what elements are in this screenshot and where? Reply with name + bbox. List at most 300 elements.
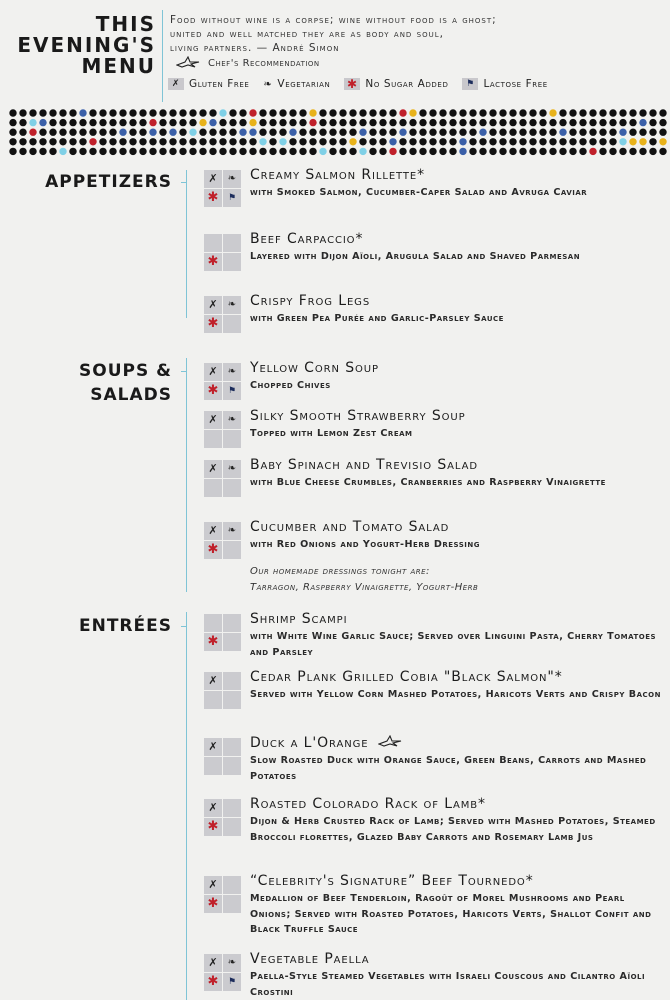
band-dot bbox=[659, 109, 666, 116]
band-dot bbox=[519, 119, 526, 126]
leaf-icon: ❧ bbox=[223, 170, 241, 188]
band-dot bbox=[209, 148, 216, 155]
band-dot bbox=[349, 109, 356, 116]
band-dot bbox=[129, 148, 136, 155]
diet-badges bbox=[204, 411, 241, 448]
badge-empty bbox=[223, 541, 241, 559]
band-dot bbox=[629, 109, 636, 116]
band-dot bbox=[79, 109, 86, 116]
item-description: Medallion of Beef Tenderloin, Ragoût of Morel Mushrooms and Pearl Onions; Served with Roasted Potatoes, Haricots Verts, Shallot Confit and Black Truffle Sauce bbox=[250, 893, 652, 935]
band-dot bbox=[159, 138, 166, 145]
band-dot bbox=[139, 119, 146, 126]
band-dot bbox=[169, 109, 176, 116]
section-rule bbox=[186, 612, 187, 1000]
band-dot bbox=[179, 129, 186, 136]
band-dot bbox=[19, 129, 26, 136]
band-dot bbox=[189, 148, 196, 155]
dietary-legend bbox=[168, 78, 548, 90]
band-dot bbox=[289, 129, 296, 136]
legend-gluten-free bbox=[168, 78, 249, 90]
band-dot bbox=[239, 119, 246, 126]
band-dot bbox=[289, 109, 296, 116]
item-description: with Red Onions and Yogurt-Herb Dressing bbox=[250, 539, 481, 550]
band-dot bbox=[599, 129, 606, 136]
band-dot bbox=[659, 148, 666, 155]
band-dot bbox=[579, 129, 586, 136]
band-dot bbox=[459, 119, 466, 126]
asterisk-icon: ✱ bbox=[204, 895, 222, 913]
band-dot bbox=[419, 119, 426, 126]
leaf-icon: ❧ bbox=[223, 363, 241, 381]
diet-badges bbox=[204, 876, 241, 913]
item-name: Roasted Colorado Rack of Lamb* bbox=[250, 796, 486, 812]
chef-recommendation-key bbox=[176, 56, 320, 71]
band-dot bbox=[59, 129, 66, 136]
badge-empty bbox=[223, 479, 241, 497]
item-description: with Green Pea Purée and Garlic-Parsley Sauce bbox=[250, 313, 504, 324]
band-dot bbox=[269, 109, 276, 116]
band-dot bbox=[339, 109, 346, 116]
band-dot bbox=[109, 109, 116, 116]
band-dot bbox=[139, 129, 146, 136]
band-dot bbox=[529, 138, 536, 145]
item-name: Cucumber and Tomato Salad bbox=[250, 519, 450, 535]
band-dot bbox=[579, 138, 586, 145]
band-dot bbox=[329, 129, 336, 136]
diet-badges bbox=[204, 672, 241, 709]
band-dot bbox=[109, 148, 116, 155]
band-dot bbox=[639, 109, 646, 116]
band-dot bbox=[469, 148, 476, 155]
band-dot bbox=[89, 148, 96, 155]
band-dot bbox=[299, 109, 306, 116]
band-dot bbox=[39, 148, 46, 155]
dressings-line: Our homemade dressings tonight are: bbox=[250, 566, 430, 577]
band-dot bbox=[369, 148, 376, 155]
band-dot bbox=[489, 148, 496, 155]
band-dot bbox=[129, 119, 136, 126]
band-dot bbox=[639, 148, 646, 155]
band-dot bbox=[459, 109, 466, 116]
band-dot bbox=[619, 119, 626, 126]
item-name: Shrimp Scampi bbox=[250, 611, 348, 627]
quote-line: Food without wine is a corpse; wine without food is a ghost; bbox=[170, 14, 497, 26]
band-dot bbox=[499, 138, 506, 145]
asterisk-icon: ✱ bbox=[204, 818, 222, 836]
band-dot bbox=[99, 119, 106, 126]
item-description: Topped with Lemon Zest Cream bbox=[250, 428, 413, 439]
legend-vegetarian bbox=[263, 78, 330, 90]
band-dot bbox=[549, 129, 556, 136]
section-title-line: SALADS bbox=[90, 385, 172, 405]
crossed-wheat-icon: ✗ bbox=[168, 78, 184, 90]
item-name: Duck a L'Orange bbox=[250, 735, 369, 751]
band-dot bbox=[129, 109, 136, 116]
band-dot bbox=[389, 119, 396, 126]
band-dot bbox=[19, 119, 26, 126]
band-dot bbox=[9, 119, 16, 126]
band-dot bbox=[79, 129, 86, 136]
band-dot bbox=[279, 109, 286, 116]
band-dot bbox=[619, 148, 626, 155]
item-name: “Celebrity's Signature” Beef Tournedo* bbox=[250, 873, 534, 889]
section-rule bbox=[186, 170, 187, 318]
band-dot bbox=[379, 129, 386, 136]
badge-empty bbox=[223, 876, 241, 894]
band-dot bbox=[459, 129, 466, 136]
item-description: Dijon & Herb Crusted Rack of Lamb; Served with Mashed Potatoes, Steamed Broccoli florettes, Glazed Baby Carrots and Rosemary Lamb Jus bbox=[250, 816, 656, 843]
band-dot bbox=[119, 138, 126, 145]
band-dot bbox=[179, 109, 186, 116]
band-dot bbox=[379, 119, 386, 126]
band-dot bbox=[589, 129, 596, 136]
band-dot bbox=[309, 148, 316, 155]
band-dot bbox=[39, 129, 46, 136]
band-dot bbox=[539, 109, 546, 116]
band-dot bbox=[429, 119, 436, 126]
band-dot bbox=[29, 148, 36, 155]
band-dot bbox=[219, 109, 226, 116]
band-dot bbox=[649, 138, 656, 145]
decorative-dot-band bbox=[8, 108, 668, 156]
band-dot bbox=[139, 148, 146, 155]
band-dot bbox=[329, 148, 336, 155]
band-dot bbox=[89, 109, 96, 116]
band-dot bbox=[329, 109, 336, 116]
dressings-line: Tarragon, Raspberry Vinaigrette, Yogurt-Herb bbox=[250, 581, 479, 593]
band-dot bbox=[119, 109, 126, 116]
band-dot bbox=[219, 129, 226, 136]
band-dot bbox=[269, 129, 276, 136]
band-dot bbox=[349, 119, 356, 126]
band-dot bbox=[169, 138, 176, 145]
band-dot bbox=[609, 148, 616, 155]
band-dot bbox=[169, 129, 176, 136]
band-dot bbox=[549, 119, 556, 126]
band-dot bbox=[639, 119, 646, 126]
band-dot bbox=[469, 119, 476, 126]
diet-badges bbox=[204, 296, 241, 333]
band-dot bbox=[479, 119, 486, 126]
band-dot bbox=[179, 148, 186, 155]
band-dot bbox=[429, 138, 436, 145]
band-dot bbox=[29, 119, 36, 126]
band-dot bbox=[579, 119, 586, 126]
item-name: Creamy Salmon Rillette* bbox=[250, 167, 425, 183]
crossed-wheat-icon: ✗ bbox=[204, 876, 222, 894]
item-name: Crispy Frog Legs bbox=[250, 293, 371, 309]
band-dot bbox=[339, 138, 346, 145]
asterisk-icon: ✱ bbox=[204, 253, 222, 271]
band-dot bbox=[19, 109, 26, 116]
band-dot bbox=[409, 109, 416, 116]
band-dot bbox=[319, 109, 326, 116]
band-dot bbox=[269, 119, 276, 126]
band-dot bbox=[419, 148, 426, 155]
asterisk-icon: ✱ bbox=[204, 315, 222, 333]
band-dot bbox=[549, 148, 556, 155]
band-dot bbox=[259, 138, 266, 145]
band-dot bbox=[249, 119, 256, 126]
band-dot bbox=[489, 129, 496, 136]
band-dot bbox=[509, 109, 516, 116]
band-dot bbox=[449, 129, 456, 136]
page-title bbox=[8, 14, 156, 77]
band-dot bbox=[659, 129, 666, 136]
item-name: Cedar Plank Grilled Cobia "Black Salmon"* bbox=[250, 669, 563, 685]
band-dot bbox=[619, 109, 626, 116]
band-dot bbox=[39, 119, 46, 126]
band-dot bbox=[309, 129, 316, 136]
band-dot bbox=[189, 109, 196, 116]
band-dot bbox=[519, 109, 526, 116]
item-description: Layered with Dijon Aïoli, Arugula Salad and Shaved Parmesan bbox=[250, 251, 581, 262]
band-dot bbox=[329, 119, 336, 126]
band-dot bbox=[109, 129, 116, 136]
item-description: Chopped Chives bbox=[250, 380, 331, 391]
band-dot bbox=[359, 119, 366, 126]
band-dot bbox=[239, 129, 246, 136]
band-dot bbox=[119, 119, 126, 126]
band-dot bbox=[229, 148, 236, 155]
band-dot bbox=[319, 148, 326, 155]
band-dot bbox=[399, 129, 406, 136]
band-dot bbox=[49, 148, 56, 155]
band-dot bbox=[129, 138, 136, 145]
band-dot bbox=[409, 148, 416, 155]
band-dot bbox=[299, 138, 306, 145]
band-dot bbox=[579, 109, 586, 116]
leaf-icon: ❧ bbox=[223, 522, 241, 540]
band-dot bbox=[559, 129, 566, 136]
badge-empty bbox=[223, 691, 241, 709]
section-rule-tick bbox=[181, 371, 187, 372]
asterisk-icon: ✱ bbox=[344, 78, 360, 90]
badge-empty bbox=[223, 672, 241, 690]
band-dot bbox=[239, 138, 246, 145]
band-dot bbox=[609, 109, 616, 116]
band-dot bbox=[69, 109, 76, 116]
band-dot bbox=[359, 109, 366, 116]
section-title-line: ENTRÉES bbox=[79, 616, 172, 636]
band-dot bbox=[559, 119, 566, 126]
asterisk-icon: ✱ bbox=[204, 189, 222, 207]
band-dot bbox=[469, 129, 476, 136]
band-dot bbox=[629, 148, 636, 155]
band-dot bbox=[199, 119, 206, 126]
band-dot bbox=[509, 138, 516, 145]
band-dot bbox=[189, 129, 196, 136]
diet-badges bbox=[204, 522, 241, 559]
band-dot bbox=[29, 129, 36, 136]
chef-star-icon bbox=[176, 56, 200, 71]
crossed-wheat-icon: ✗ bbox=[204, 411, 222, 429]
band-dot bbox=[49, 109, 56, 116]
band-dot bbox=[509, 119, 516, 126]
band-dot bbox=[539, 148, 546, 155]
band-dot bbox=[489, 119, 496, 126]
badge-empty bbox=[223, 430, 241, 448]
band-dot bbox=[349, 138, 356, 145]
band-dot bbox=[569, 129, 576, 136]
band-dot bbox=[479, 109, 486, 116]
cow-icon: ⚑ bbox=[223, 382, 241, 400]
leaf-icon: ❧ bbox=[223, 954, 241, 972]
band-dot bbox=[59, 148, 66, 155]
band-dot bbox=[209, 109, 216, 116]
band-dot bbox=[619, 129, 626, 136]
band-dot bbox=[609, 119, 616, 126]
band-dot bbox=[639, 138, 646, 145]
leaf-icon: ❧ bbox=[223, 411, 241, 429]
crossed-wheat-icon: ✗ bbox=[204, 170, 222, 188]
band-dot bbox=[379, 138, 386, 145]
band-dot bbox=[549, 138, 556, 145]
band-dot bbox=[599, 148, 606, 155]
band-dot bbox=[9, 109, 16, 116]
badge-empty bbox=[223, 234, 241, 252]
band-dot bbox=[289, 148, 296, 155]
band-dot bbox=[289, 119, 296, 126]
diet-badges bbox=[204, 170, 241, 207]
band-dot bbox=[339, 129, 346, 136]
band-dot bbox=[429, 109, 436, 116]
band-dot bbox=[569, 148, 576, 155]
band-dot bbox=[499, 148, 506, 155]
item-name: Baby Spinach and Trevisio Salad bbox=[250, 457, 478, 473]
band-dot bbox=[599, 119, 606, 126]
band-dot bbox=[309, 119, 316, 126]
badge-empty bbox=[223, 315, 241, 333]
crossed-wheat-icon: ✗ bbox=[204, 460, 222, 478]
badge-empty bbox=[204, 234, 222, 252]
badge-empty bbox=[223, 757, 241, 775]
item-name-with-chef-star bbox=[250, 734, 402, 752]
diet-badges bbox=[204, 234, 241, 271]
band-dot bbox=[419, 138, 426, 145]
band-dot bbox=[289, 138, 296, 145]
band-dot bbox=[429, 148, 436, 155]
leaf-icon: ❧ bbox=[223, 296, 241, 314]
band-dot bbox=[189, 138, 196, 145]
band-dot bbox=[149, 109, 156, 116]
band-dot bbox=[269, 138, 276, 145]
band-dot bbox=[339, 148, 346, 155]
legend-lactose-free bbox=[462, 78, 547, 90]
band-dot bbox=[29, 109, 36, 116]
band-dot bbox=[259, 129, 266, 136]
band-dot bbox=[209, 129, 216, 136]
band-dot bbox=[179, 119, 186, 126]
band-dot bbox=[449, 138, 456, 145]
crossed-wheat-icon: ✗ bbox=[204, 954, 222, 972]
diet-badges bbox=[204, 614, 241, 651]
badge-empty bbox=[204, 614, 222, 632]
band-dot bbox=[79, 119, 86, 126]
band-dot bbox=[469, 138, 476, 145]
item-description: with Blue Cheese Crumbles, Cranberries and Raspberry Vinaigrette bbox=[250, 477, 606, 488]
band-dot bbox=[69, 138, 76, 145]
band-dot bbox=[89, 129, 96, 136]
band-dot bbox=[149, 119, 156, 126]
band-dot bbox=[589, 138, 596, 145]
band-dot bbox=[209, 138, 216, 145]
band-dot bbox=[409, 138, 416, 145]
cow-icon: ⚑ bbox=[223, 189, 241, 207]
header-divider bbox=[162, 10, 163, 102]
band-dot bbox=[219, 138, 226, 145]
band-dot bbox=[199, 138, 206, 145]
band-dot bbox=[49, 138, 56, 145]
crossed-wheat-icon: ✗ bbox=[204, 296, 222, 314]
band-dot bbox=[249, 138, 256, 145]
band-dot bbox=[549, 109, 556, 116]
section-title-appetizers bbox=[8, 170, 172, 194]
title-line: EVENING'S bbox=[17, 33, 156, 57]
band-dot bbox=[439, 129, 446, 136]
band-dot bbox=[119, 129, 126, 136]
band-dot bbox=[99, 109, 106, 116]
band-dot bbox=[249, 129, 256, 136]
cow-icon: ⚑ bbox=[223, 973, 241, 991]
wine-quote bbox=[170, 13, 630, 55]
section-rule bbox=[186, 358, 187, 592]
band-dot bbox=[409, 119, 416, 126]
band-dot bbox=[179, 138, 186, 145]
band-dot bbox=[9, 129, 16, 136]
asterisk-icon: ✱ bbox=[204, 382, 222, 400]
badge-empty bbox=[223, 818, 241, 836]
quote-line: living partners. — André Simon bbox=[170, 42, 340, 54]
item-name: Yellow Corn Soup bbox=[250, 360, 379, 376]
band-dot bbox=[629, 129, 636, 136]
band-dot bbox=[499, 109, 506, 116]
band-dot bbox=[359, 148, 366, 155]
title-line: MENU bbox=[81, 54, 156, 78]
band-dot bbox=[649, 109, 656, 116]
band-dot bbox=[219, 119, 226, 126]
band-dot bbox=[319, 138, 326, 145]
band-dot bbox=[619, 138, 626, 145]
band-dot bbox=[239, 109, 246, 116]
crossed-wheat-icon: ✗ bbox=[204, 672, 222, 690]
band-dot bbox=[149, 148, 156, 155]
band-dot bbox=[239, 148, 246, 155]
band-dot bbox=[259, 109, 266, 116]
band-dot bbox=[519, 138, 526, 145]
band-dot bbox=[599, 138, 606, 145]
band-dot bbox=[439, 138, 446, 145]
band-dot bbox=[249, 109, 256, 116]
title-line: THIS bbox=[95, 12, 156, 36]
leaf-icon: ❧ bbox=[263, 78, 273, 90]
band-dot bbox=[109, 119, 116, 126]
crossed-wheat-icon: ✗ bbox=[204, 738, 222, 756]
band-dot bbox=[39, 138, 46, 145]
band-dot bbox=[529, 129, 536, 136]
band-dot bbox=[609, 129, 616, 136]
band-dot bbox=[419, 129, 426, 136]
band-dot bbox=[199, 129, 206, 136]
band-dot bbox=[59, 109, 66, 116]
band-dot bbox=[149, 129, 156, 136]
band-dot bbox=[259, 148, 266, 155]
band-dot bbox=[49, 119, 56, 126]
band-dot bbox=[69, 119, 76, 126]
legend-label: Lactose Free bbox=[483, 78, 548, 90]
band-dot bbox=[369, 119, 376, 126]
band-dot bbox=[229, 138, 236, 145]
